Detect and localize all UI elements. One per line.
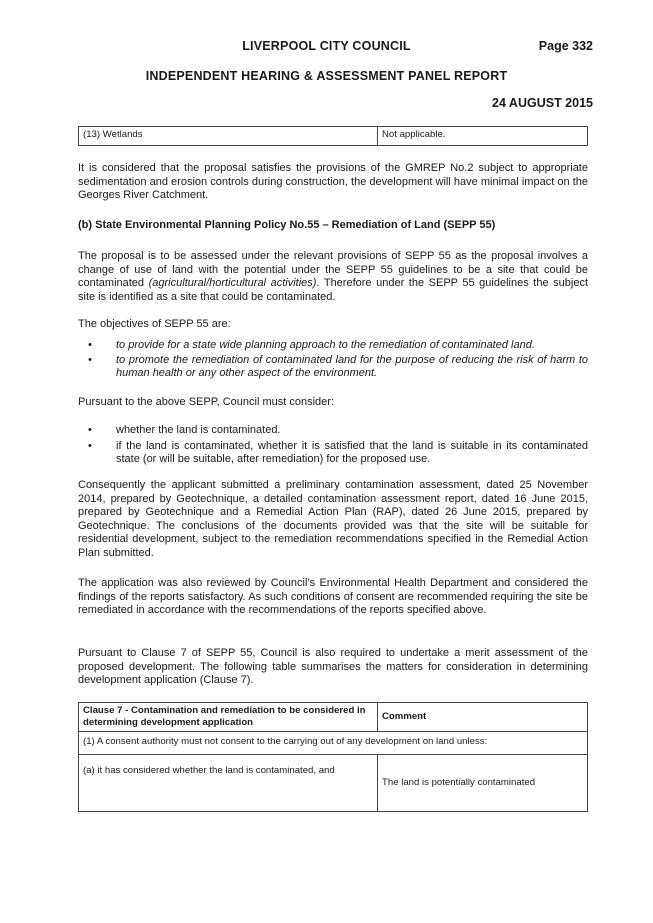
review-paragraph-wrap xyxy=(78,577,588,618)
clause7-table xyxy=(78,702,588,812)
consider-text: if the land is contaminated, whether it is satisfied that the land is suitable in its contaminated state (or will be suitable, after remediation) for the proposed use. xyxy=(116,439,588,466)
wetlands-table-wrap xyxy=(78,126,588,146)
header-date: 24 AUGUST 2015 xyxy=(492,96,593,110)
header-page-number: Page 332 xyxy=(538,39,593,53)
bullet-icon: • xyxy=(88,424,92,436)
assessment-text-end: . Therefore under the SEPP 55 guidelines the subject site is identified as a site that could be contaminated. xyxy=(78,277,588,303)
list-item xyxy=(78,424,588,438)
wetlands-item-cell: (13) Wetlands xyxy=(79,127,378,146)
sepp55-heading-wrap xyxy=(78,219,588,233)
consequently-paragraph: Consequently the applicant submitted a preliminary contamination assessment, dated 25 November 2014, prepared by Geotechnique, a detailed contamination assessment report, dated 16 June 2015, prepared by Geotechnique and a Remedial Action Plan (RAP), dated 26 June 2015, prepared by Geotechnique. The conclusions of the documents provided was that the site will be suitable for residential development, subject to the remediation recommendations specified in the Remedial Action Plan submitted. xyxy=(78,479,588,559)
bullet-icon: • xyxy=(88,439,92,452)
clause7-paragraph: Pursuant to Clause 7 of SEPP 55, Council is also required to undertake a merit assessment of the proposed development. The following table summarises the matters for consideration in determining development application (Clause 7). xyxy=(78,647,588,687)
clause7-row1-cell: (1) A consent authority must not consent to the carrying out of any development on land unless: xyxy=(79,732,588,755)
consider-list xyxy=(78,424,588,467)
objective-text: to promote the remediation of contaminated land for the purpose of reducing the risk of harm to human health or any other aspect of the environment. xyxy=(116,353,588,380)
gmrep-paragraph-wrap xyxy=(78,162,588,203)
list-item xyxy=(78,354,588,381)
wetlands-table xyxy=(78,126,588,146)
comment-header-cell: Comment xyxy=(378,703,588,732)
clause7-paragraph-wrap xyxy=(78,647,588,688)
table-row xyxy=(79,732,588,755)
header-council: LIVERPOOL CITY COUNCIL xyxy=(242,39,411,53)
table-row xyxy=(79,755,588,812)
consider-intro-wrap xyxy=(78,396,588,410)
table-row xyxy=(79,127,588,146)
assessment-italic-text: (agricultural/horticultural activities) xyxy=(148,277,317,290)
header-report-title: INDEPENDENT HEARING & ASSESSMENT PANEL REPORT xyxy=(145,69,508,83)
consider-intro: Pursuant to the above SEPP, Council must consider: xyxy=(78,396,334,408)
consider-list-wrap xyxy=(78,424,588,467)
list-item xyxy=(78,339,588,353)
wetlands-comment-cell: Not applicable. xyxy=(378,127,588,146)
table-row xyxy=(79,703,588,732)
objectives-list-wrap xyxy=(78,339,588,381)
consider-text: whether the land is contaminated. xyxy=(116,424,281,436)
clause7-row2-left-cell: (a) it has considered whether the land is contaminated, and xyxy=(79,755,378,812)
bullet-icon: • xyxy=(88,353,92,366)
objective-text: to provide for a state wide planning approach to the remediation of contaminated land. xyxy=(116,339,535,351)
assessment-paragraph xyxy=(78,250,588,304)
objectives-intro: The objectives of SEPP 55 are: xyxy=(78,318,231,330)
list-item xyxy=(78,440,588,467)
bullet-icon: • xyxy=(88,339,92,351)
clause7-row2-right-cell: The land is potentially contaminated xyxy=(378,755,588,812)
gmrep-paragraph: It is considered that the proposal satisfies the provisions of the GMREP No.2 subject to appropriate sedimentation and erosion controls during construction, the development will have minimal impact on the Georges River Catchment. xyxy=(78,162,588,202)
objectives-list xyxy=(78,339,588,381)
clause7-table-wrap xyxy=(78,702,588,812)
assessment-text: The proposal is to be assessed under the relevant provisions of SEPP 55 as the proposal involves a change of use of land with the potential under the SEPP 55 guidelines to be a site that could be contaminated xyxy=(78,250,588,290)
objectives-intro-wrap xyxy=(78,318,588,332)
clause7-header-cell: Clause 7 - Contamination and remediation to be considered in determining development application xyxy=(79,703,378,732)
review-paragraph: The application was also reviewed by Council’s Environmental Health Department and considered the findings of the reports satisfactory. As such conditions of consent are recommended requiring the site be remediated in accordance with the recommendations of the reports specified above. xyxy=(78,577,588,617)
consequently-paragraph-wrap xyxy=(78,479,588,561)
sepp55-heading: (b) State Environmental Planning Policy No.55 – Remediation of Land (SEPP 55) xyxy=(78,219,496,231)
assessment-paragraph-wrap xyxy=(78,250,588,304)
